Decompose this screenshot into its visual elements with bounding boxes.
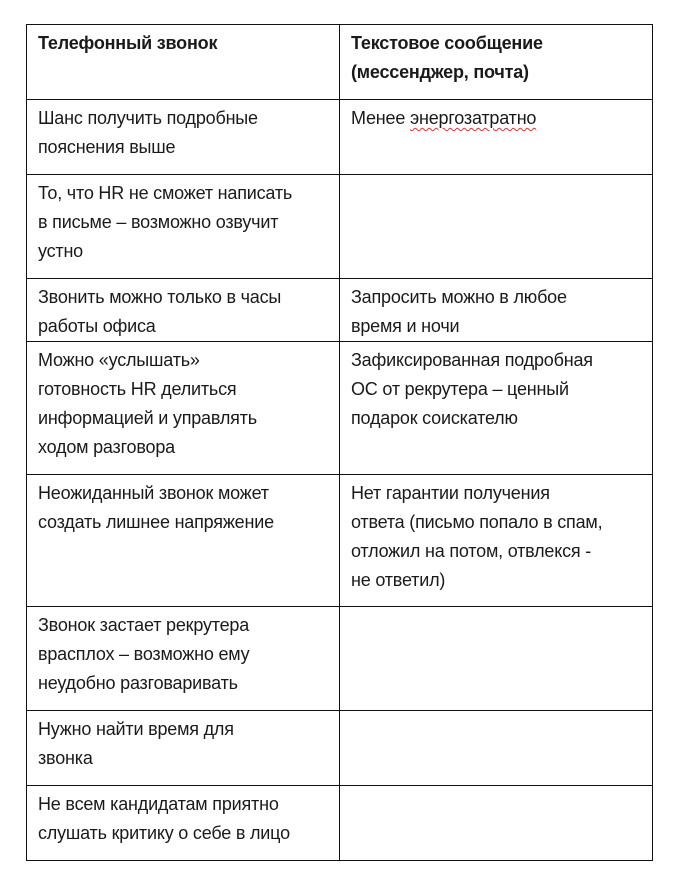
table-row (27, 607, 653, 711)
comparison-table (26, 24, 653, 861)
cell-text: Не всем кандидатам приятно (38, 794, 279, 814)
cell-text: устно (38, 241, 83, 261)
header-text: Текстовое сообщение (351, 33, 543, 53)
cell-text: Звонить можно только в часы (38, 287, 282, 307)
cell-text-prefix: Менее (351, 108, 410, 128)
cell-text-message (340, 607, 653, 711)
cell-text: Зафиксированная подробная (351, 350, 593, 370)
cell-text: отложил на потом, отвлекся - (351, 541, 592, 561)
cell-text: создать лишнее напряжение (38, 512, 274, 532)
cell-text: пояснения выше (38, 137, 176, 157)
cell-text: не ответил) (351, 570, 446, 590)
cell-text: То, что HR не сможет написать (38, 183, 293, 203)
cell-text: ответа (письмо попало в спам, (351, 512, 603, 532)
header-phone-call (27, 25, 340, 100)
table-row (27, 786, 653, 861)
cell-text: Можно «услышать» (38, 350, 200, 370)
cell-phone-call (27, 175, 340, 279)
cell-phone-call (27, 607, 340, 711)
cell-phone-call (27, 475, 340, 607)
cell-phone-call (27, 279, 340, 342)
cell-phone-call (27, 100, 340, 175)
cell-text: информацией и управлять (38, 408, 257, 428)
cell-phone-call (27, 342, 340, 475)
header-row (27, 25, 653, 100)
cell-phone-call (27, 786, 340, 861)
cell-phone-call (27, 711, 340, 786)
cell-text: Неожиданный звонок может (38, 483, 269, 503)
header-text: Телефонный звонок (38, 33, 218, 53)
cell-text: готовность HR делиться (38, 379, 237, 399)
cell-text (351, 104, 642, 133)
cell-text: звонка (38, 748, 93, 768)
cell-text: время и ночи (351, 316, 460, 336)
table-row (27, 175, 653, 279)
table-row (27, 342, 653, 475)
header-text-message (340, 25, 653, 100)
cell-text: работы офиса (38, 316, 156, 336)
table-row (27, 279, 653, 342)
cell-text: Нужно найти время для (38, 719, 234, 739)
cell-text: подарок соискателю (351, 408, 518, 428)
table-row (27, 475, 653, 607)
cell-text: слушать критику о себе в лицо (38, 823, 290, 843)
cell-text-message (340, 175, 653, 279)
cell-text: ОС от рекрутера – ценный (351, 379, 569, 399)
spellcheck-flagged-word[interactable]: энергозатратно (409, 108, 537, 128)
cell-text: неудобно разговаривать (38, 673, 238, 693)
cell-text-message (340, 475, 653, 607)
cell-text-message (340, 786, 653, 861)
table-row (27, 711, 653, 786)
header-text: (мессенджер, почта) (351, 62, 529, 82)
cell-text: Шанс получить подробные (38, 108, 258, 128)
table-row (27, 100, 653, 175)
cell-text-message (340, 100, 653, 175)
cell-text: Звонок застает рекрутера (38, 615, 250, 635)
cell-text-message (340, 279, 653, 342)
cell-text: ходом разговора (38, 437, 175, 457)
cell-text-message (340, 342, 653, 475)
cell-text-message (340, 711, 653, 786)
cell-text: Нет гарантии получения (351, 483, 550, 503)
cell-text: Запросить можно в любое (351, 287, 567, 307)
cell-text: в письме – возможно озвучит (38, 212, 279, 232)
cell-text: врасплох – возможно ему (38, 644, 250, 664)
